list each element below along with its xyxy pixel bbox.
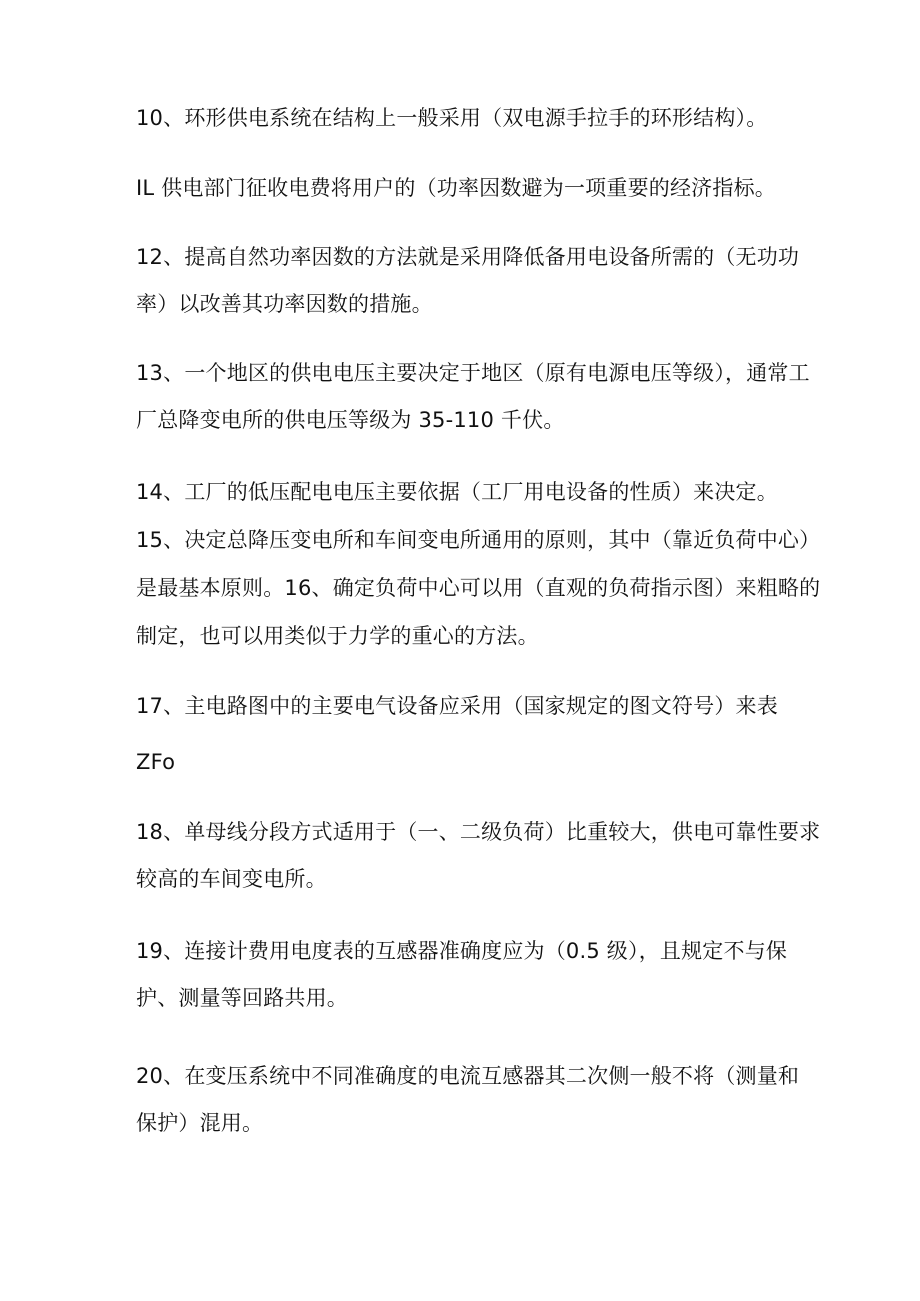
paragraph-17-line-1: 17、主电路图中的主要电气设备应采用（国家规定的图文符号）来表: [136, 694, 778, 718]
paragraph-19-line-1: 19、连接计费用电度表的互感器准确度应为（0.5 级），且规定不与保: [136, 939, 788, 963]
paragraph-15-line-3: 制定，也可以用类似于力学的重心的方法。: [136, 624, 539, 648]
paragraph-12-line-1: 12、提高自然功率因数的方法就是采用降低备用电设备所需的（无功功: [136, 245, 800, 269]
paragraph-18-line-1: 18、单母线分段方式适用于（一、二级负荷）比重较大，供电可靠性要求: [136, 820, 821, 844]
paragraph-13-line-2: 厂总降变电所的供电压等级为 35-110 千伏。: [136, 408, 565, 432]
paragraph-20-line-1: 20、在变压系统中不同准确度的电流互感器其二次侧一般不将（测量和: [136, 1064, 800, 1088]
paragraph-19-line-2: 护、测量等回路共用。: [136, 986, 348, 1010]
paragraph-18-line-2: 较高的车间变电所。: [136, 867, 327, 891]
paragraph-20-line-2: 保护）混用。: [136, 1111, 264, 1135]
paragraph-11: IL 供电部门征收电费将用户的（功率因数避为一项重要的经济指标。: [136, 176, 776, 200]
paragraph-13-line-1: 13、一个地区的供电电压主要决定于地区（原有电源电压等级），通常工: [136, 361, 810, 385]
paragraph-15-line-1: 15、决定总降压变电所和车间变电所通用的原则，其中（靠近负荷中心）: [136, 528, 821, 552]
paragraph-12-line-2: 率）以改善其功率因数的措施。: [136, 292, 433, 316]
paragraph-10: 10、环形供电系统在结构上一般采用（双电源手拉手的环形结构）。: [136, 106, 768, 130]
paragraph-17-line-2: ZFo: [136, 750, 176, 774]
paragraph-15-line-2: 是最基本原则。16、确定负荷中心可以用（直观的负荷指示图）来粗略的: [136, 576, 821, 600]
paragraph-14: 14、工厂的低压配电电压主要依据（工厂用电设备的性质）来决定。: [136, 480, 778, 504]
